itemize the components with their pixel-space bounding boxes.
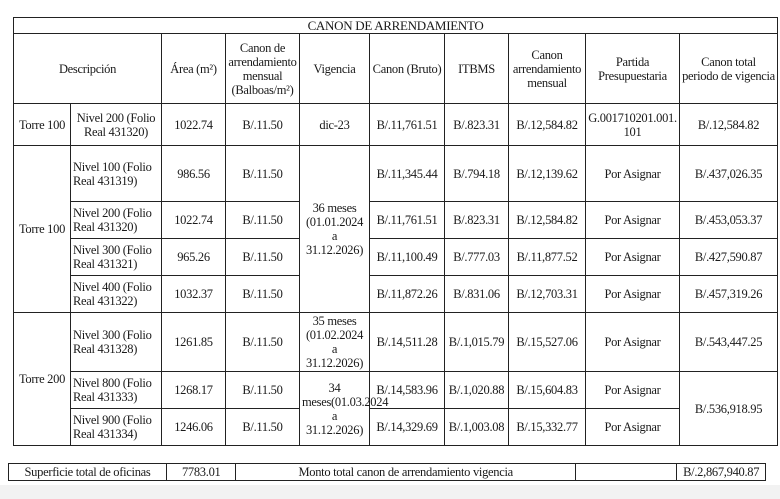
area-cell: 965.26 <box>162 239 226 276</box>
total-cell: B/.453,053.37 <box>680 202 778 239</box>
table-row <box>14 409 778 446</box>
table-row <box>14 372 778 409</box>
total-cell: B/.12,584.82 <box>680 104 778 146</box>
torre-cell: Torre 100 <box>14 146 71 313</box>
nivel-cell: Nivel 100 (Folio Real 431319) <box>71 146 162 202</box>
total-cell: B/.457,319.26 <box>680 276 778 313</box>
mensual-cell: B/.15,604.83 <box>509 372 586 409</box>
nivel-cell: Nivel 300 (Folio Real 431321) <box>71 239 162 276</box>
bruto-cell: B/.14,511.28 <box>370 313 445 372</box>
itbms-cell: B/.794.18 <box>445 146 509 202</box>
canon-m2-cell: B/.11.50 <box>226 202 300 239</box>
mensual-cell: B/.15,332.77 <box>509 409 586 446</box>
mensual-cell: B/.12,139.62 <box>509 146 586 202</box>
table-title: CANON DE ARRENDAMIENTO <box>14 18 778 34</box>
partida-cell: Por Asignar <box>586 146 680 202</box>
partida-cell: Por Asignar <box>586 276 680 313</box>
summary-table <box>8 463 766 481</box>
mensual-cell: B/.12,584.82 <box>509 104 586 146</box>
canon-m2-cell: B/.11.50 <box>226 239 300 276</box>
total-cell: B/.543,447.25 <box>680 313 778 372</box>
partida-cell: Por Asignar <box>586 202 680 239</box>
vigencia-cell: dic-23 <box>300 104 370 146</box>
partida-cell: Por Asignar <box>586 372 680 409</box>
superficie-label: Superficie total de oficinas <box>9 464 167 481</box>
bruto-cell: B/.14,329.69 <box>370 409 445 446</box>
canon-m2-cell: B/.11.50 <box>226 313 300 372</box>
partida-cell: Por Asignar <box>586 239 680 276</box>
nivel-cell: Nivel 300 (Folio Real 431328) <box>71 313 162 372</box>
bruto-cell: B/.11,345.44 <box>370 146 445 202</box>
monto-label: Monto total canon de arrendamiento vigencia <box>236 464 576 481</box>
torre-cell: Torre 200 <box>14 313 71 446</box>
vigencia-cell: 34 meses(01.03.2024 a 31.12.2026) <box>300 372 370 446</box>
total-cell: B/.437,026.35 <box>680 146 778 202</box>
table-row <box>14 202 778 239</box>
header-row <box>14 34 778 104</box>
superficie-value: 7783.01 <box>167 464 236 481</box>
table-row <box>14 313 778 372</box>
header-itbms: ITBMS <box>445 34 509 104</box>
itbms-cell: B/.1,015.79 <box>445 313 509 372</box>
partida-cell: Por Asignar <box>586 313 680 372</box>
area-cell: 1268.17 <box>162 372 226 409</box>
nivel-cell: Nivel 900 (Folio Real 431334) <box>71 409 162 446</box>
itbms-cell: B/.831.06 <box>445 276 509 313</box>
header-vigencia: Vigencia <box>300 34 370 104</box>
canon-m2-cell: B/.11.50 <box>226 409 300 446</box>
itbms-cell: B/.1,020.88 <box>445 372 509 409</box>
bruto-cell: B/.14,583.96 <box>370 372 445 409</box>
monto-value: B/.2,867,940.87 <box>677 464 766 481</box>
canon-m2-cell: B/.11.50 <box>226 276 300 313</box>
area-cell: 986.56 <box>162 146 226 202</box>
summary-row <box>9 464 766 481</box>
torre-cell: Torre 100 <box>14 104 71 146</box>
table-row <box>14 104 778 146</box>
partida-cell: G.001710201.001.101 <box>586 104 680 146</box>
itbms-cell: B/.777.03 <box>445 239 509 276</box>
bruto-cell: B/.11,872.26 <box>370 276 445 313</box>
nivel-cell: Nivel 200 (Folio Real 431320) <box>71 104 162 146</box>
mensual-cell: B/.12,584.82 <box>509 202 586 239</box>
header-canon-total: Canon total periodo de vigencia <box>680 34 778 104</box>
mensual-cell: B/.12,703.31 <box>509 276 586 313</box>
header-partida: Partida Presupuestaria <box>586 34 680 104</box>
area-cell: 1032.37 <box>162 276 226 313</box>
header-canon-bruto: Canon (Bruto) <box>370 34 445 104</box>
itbms-cell: B/.823.31 <box>445 202 509 239</box>
canon-m2-cell: B/.11.50 <box>226 146 300 202</box>
header-canon-mensual: Canon arrendamiento mensual <box>509 34 586 104</box>
header-descripcion: Descripción <box>14 34 162 104</box>
bottom-margin <box>0 485 780 499</box>
vigencia-cell: 35 meses (01.02.2024 a 31.12.2026) <box>300 313 370 372</box>
canon-m2-cell: B/.11.50 <box>226 104 300 146</box>
nivel-cell: Nivel 800 (Folio Real 431333) <box>71 372 162 409</box>
nivel-cell: Nivel 200 (Folio Real 431320) <box>71 202 162 239</box>
table-row <box>14 239 778 276</box>
bruto-cell: B/.11,761.51 <box>370 104 445 146</box>
table-row <box>14 146 778 202</box>
total-cell: B/.536,918.95 <box>680 372 778 446</box>
bruto-cell: B/.11,100.49 <box>370 239 445 276</box>
empty-cell <box>575 464 676 481</box>
bruto-cell: B/.11,761.51 <box>370 202 445 239</box>
total-cell: B/.427,590.87 <box>680 239 778 276</box>
partida-cell: Por Asignar <box>586 409 680 446</box>
itbms-cell: B/.1,003.08 <box>445 409 509 446</box>
canon-table <box>13 17 778 446</box>
header-area: Área (m²) <box>162 34 226 104</box>
area-cell: 1246.06 <box>162 409 226 446</box>
itbms-cell: B/.823.31 <box>445 104 509 146</box>
vigencia-cell: 36 meses (01.01.2024 a 31.12.2026) <box>300 146 370 313</box>
area-cell: 1022.74 <box>162 202 226 239</box>
canon-m2-cell: B/.11.50 <box>226 372 300 409</box>
mensual-cell: B/.11,877.52 <box>509 239 586 276</box>
area-cell: 1022.74 <box>162 104 226 146</box>
table-row <box>14 276 778 313</box>
area-cell: 1261.85 <box>162 313 226 372</box>
mensual-cell: B/.15,527.06 <box>509 313 586 372</box>
header-canon-m2: Canon de arrendamiento mensual (Balboas/m²) <box>226 34 300 104</box>
nivel-cell: Nivel 400 (Folio Real 431322) <box>71 276 162 313</box>
